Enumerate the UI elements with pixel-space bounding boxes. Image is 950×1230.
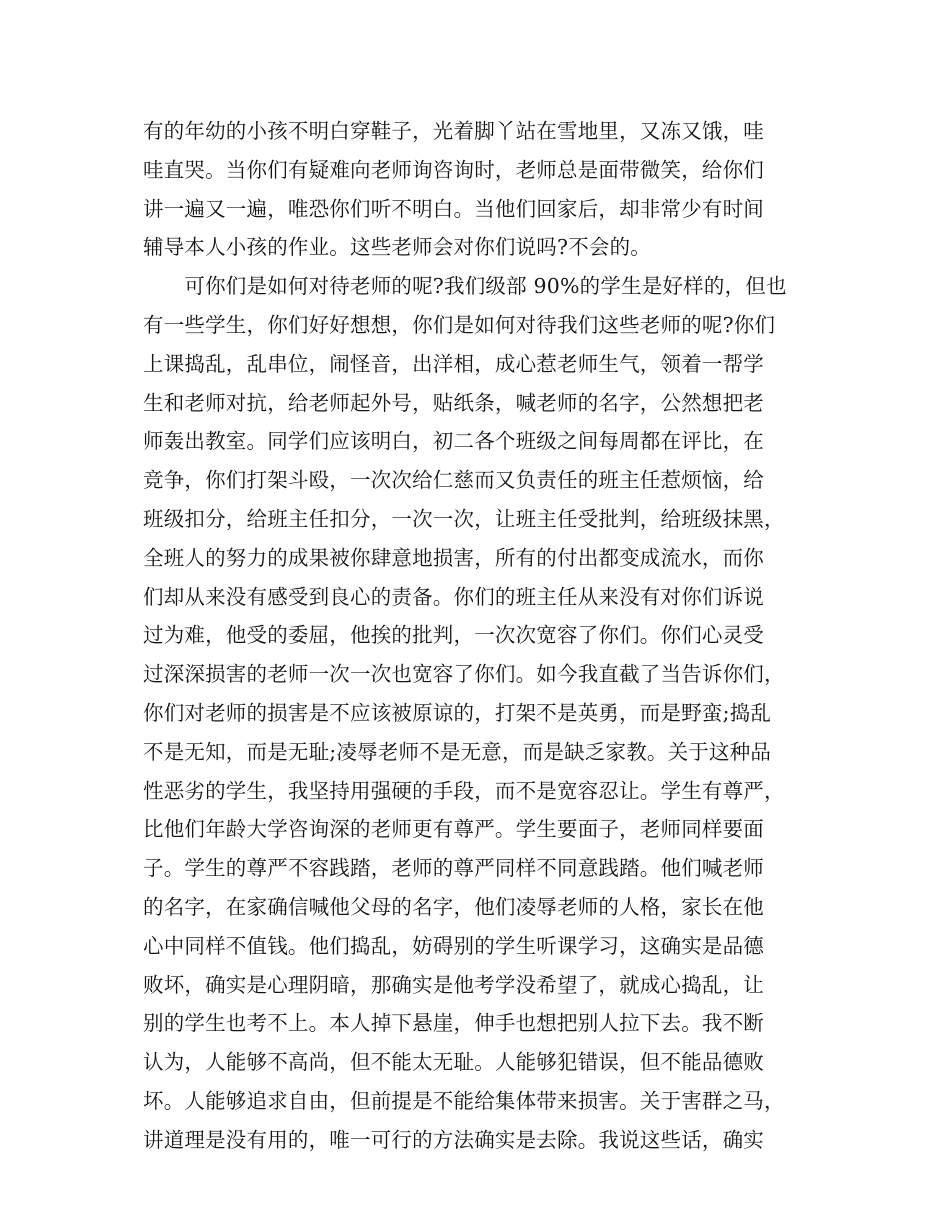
text-line: 全班人的努力的成果被你肆意地损害，所有的付出都变成流水，而你 bbox=[143, 545, 764, 570]
text-line: 你们对老师的损害是不应该被原谅的，打架不是英勇，而是野蛮;捣乱 bbox=[143, 700, 772, 725]
text-line: 不是无知，而是无耻;凌辱老师不是无意，而是缺乏家教。关于这种品 bbox=[143, 739, 772, 764]
text-line: 生和老师对抗，给老师起外号，贴纸条，喊老师的名字，公然想把老 bbox=[143, 390, 764, 415]
text-line: 过深深损害的老师一次一次也宽容了你们。如今我直截了当告诉你们， bbox=[143, 662, 785, 687]
text-line: 心中同样不值钱。他们捣乱，妨碍别的学生听课学习，这确实是品德 bbox=[143, 933, 764, 958]
text-line: 讲道理是没有用的，唯一可行的方法确实是去除。我说这些话，确实 bbox=[143, 1127, 764, 1152]
text-line: 班级扣分，给班主任扣分，一次一次，让班主任受批判，给班级抹黑， bbox=[143, 506, 785, 531]
text-line: 可你们是如何对待老师的呢?我们级部 90%的学生是好样的，但也 bbox=[143, 274, 787, 299]
body-text bbox=[143, 112, 815, 1160]
text-line: 有一些学生，你们好好想想，你们是如何对待我们这些老师的呢?你们 bbox=[143, 312, 776, 337]
text-line: 坏。人能够追求自由，但前提是不能给集体带来损害。关于害群之马， bbox=[143, 1088, 785, 1113]
text-line: 师轰出教室。同学们应该明白，初二各个班级之间每周都在评比，在 bbox=[143, 429, 764, 454]
text-line: 讲一遍又一遍，唯恐你们听不明白。当他们回家后，却非常少有时间 bbox=[143, 196, 764, 221]
text-line: 认为，人能够不高尚，但不能太无耻。人能够犯错误，但不能品德败 bbox=[143, 1050, 764, 1075]
text-line: 上课捣乱，乱串位，闹怪音，出洋相，成心惹老师生气，领着一帮学 bbox=[143, 351, 764, 376]
text-line: 子。学生的尊严不容践踏，老师的尊严同样不同意践踏。他们喊老师 bbox=[143, 856, 764, 881]
text-line: 哇直哭。当你们有疑难向老师询咨询时，老师总是面带微笑，给你们 bbox=[143, 157, 764, 182]
text-line: 有的年幼的小孩不明白穿鞋子，光着脚丫站在雪地里，又冻又饿，哇 bbox=[143, 119, 764, 143]
text-line: 辅导本人小孩的作业。这些老师会对你们说吗?不会的。 bbox=[143, 235, 651, 260]
text-line: 的名字，在家确信喊他父母的名字，他们凌辱老师的人格，家长在他 bbox=[143, 894, 764, 919]
text-line: 比他们年龄大学咨询深的老师更有尊严。学生要面子，老师同样要面 bbox=[143, 817, 764, 842]
text-line: 败坏，确实是心理阴暗，那确实是他考学没希望了，就成心捣乱，让 bbox=[143, 972, 764, 997]
text-line: 们却从来没有感受到良心的责备。你们的班主任从来没有对你们诉说 bbox=[143, 584, 764, 609]
text-line: 竞争，你们打架斗殴，一次次给仁慈而又负责任的班主任惹烦恼，给 bbox=[143, 468, 764, 493]
text-line: 别的学生也考不上。本人掉下悬崖，伸手也想把别人拉下去。我不断 bbox=[143, 1011, 764, 1036]
text-line: 过为难，他受的委屈，他挨的批判，一次次宽容了你们。你们心灵受 bbox=[143, 623, 764, 648]
text-line: 性恶劣的学生，我坚持用强硬的手段，而不是宽容忍让。学生有尊严， bbox=[143, 778, 785, 803]
